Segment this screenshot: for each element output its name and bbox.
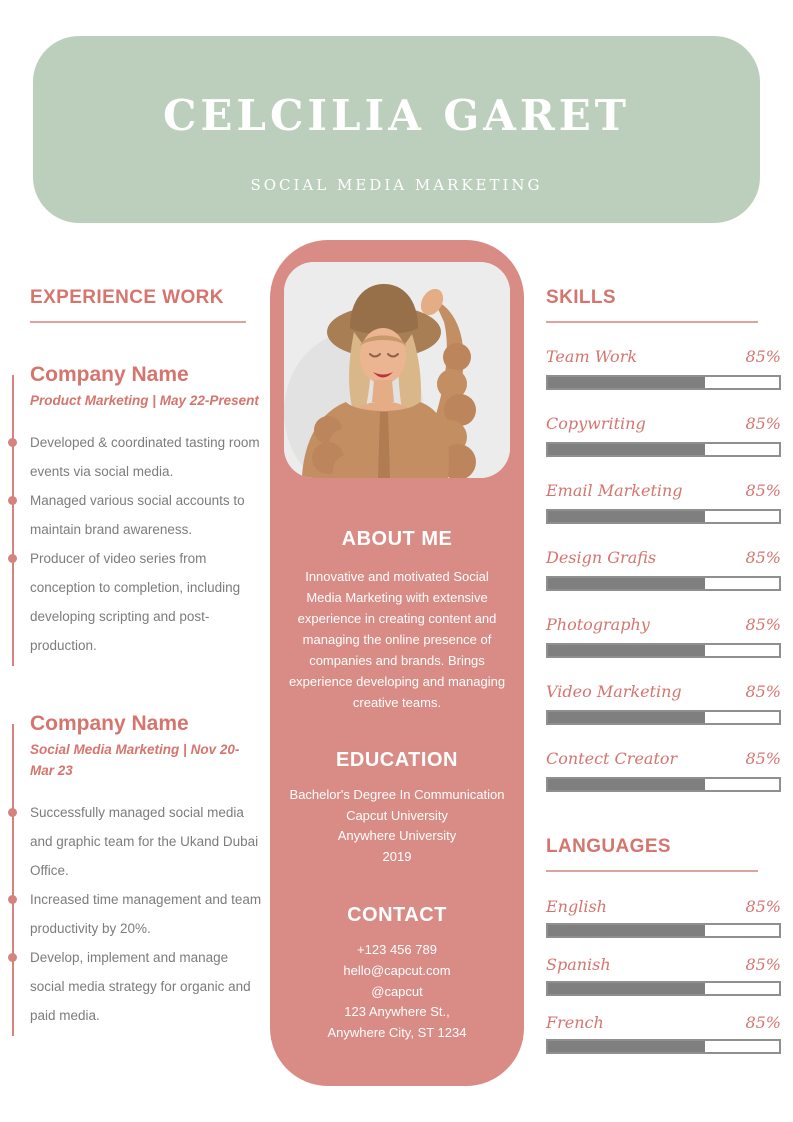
language-label: English bbox=[546, 897, 607, 916]
contact-email: hello@capcut.com bbox=[343, 962, 451, 978]
skill-percent: 85% bbox=[745, 347, 781, 366]
header-banner bbox=[33, 36, 760, 223]
education-line: 2019 bbox=[382, 848, 412, 864]
contact-address-line1: 123 Anywhere St., bbox=[344, 1004, 450, 1020]
skill-bar bbox=[546, 375, 781, 390]
education-lines bbox=[270, 785, 524, 867]
about-text: Innovative and motivated Social Media Marketing with extensive experience in creating content and managing the online presence of companies and brands. Brings experience developing and managing creative teams. bbox=[288, 569, 506, 711]
job-entry bbox=[30, 712, 263, 1030]
language-label: Spanish bbox=[546, 955, 611, 974]
skill-item bbox=[546, 481, 781, 524]
education-line: Capcut University bbox=[346, 807, 448, 823]
skill-label: Email Marketing bbox=[546, 481, 683, 500]
language-percent: 85% bbox=[745, 955, 781, 974]
skill-label: Contect Creator bbox=[546, 749, 678, 768]
skill-label: Design Grafis bbox=[546, 548, 657, 567]
skill-label: Photography bbox=[546, 615, 650, 634]
language-bar-fill bbox=[548, 983, 705, 994]
skill-percent: 85% bbox=[745, 749, 781, 768]
job-meta: Social Media Marketing | Nov 20-Mar 23 bbox=[30, 741, 240, 778]
skill-bar bbox=[546, 442, 781, 457]
skill-bar bbox=[546, 643, 781, 658]
skill-bar-fill bbox=[548, 377, 705, 388]
portrait-illustration bbox=[284, 262, 510, 478]
contact-handle: @capcut bbox=[371, 983, 423, 999]
skill-bar-fill bbox=[548, 645, 705, 656]
job-bullets bbox=[30, 428, 263, 660]
languages-divider bbox=[546, 870, 758, 872]
job-meta: Product Marketing | May 22-Present bbox=[30, 393, 259, 408]
language-bar bbox=[546, 981, 781, 996]
language-item bbox=[546, 897, 781, 938]
skill-percent: 85% bbox=[745, 414, 781, 433]
languages-section bbox=[546, 836, 781, 1054]
skill-label: Video Marketing bbox=[546, 682, 682, 701]
language-percent: 85% bbox=[745, 1013, 781, 1032]
job-bullet: Successfully managed social media and graphic team for the Ukand Dubai Office. bbox=[30, 798, 263, 885]
education-heading: EDUCATION bbox=[336, 749, 458, 772]
job-bullet: Managed various social accounts to maintain brand awareness. bbox=[30, 486, 263, 544]
skills-section bbox=[546, 287, 781, 1054]
skill-bar-fill bbox=[548, 444, 705, 455]
job-entry bbox=[30, 363, 263, 660]
skill-item bbox=[546, 749, 781, 792]
language-bar-fill bbox=[548, 925, 705, 936]
skill-bar bbox=[546, 576, 781, 591]
skill-bar-fill bbox=[548, 511, 705, 522]
job-bullets bbox=[30, 798, 263, 1030]
skill-bar-fill bbox=[548, 578, 705, 589]
skill-item bbox=[546, 548, 781, 591]
job-bullet: Developed & coordinated tasting room events via social media. bbox=[30, 428, 263, 486]
language-item bbox=[546, 955, 781, 996]
person-role: SOCIAL MEDIA MARKETING bbox=[250, 176, 543, 194]
skill-bar-fill bbox=[548, 779, 705, 790]
education-line: Bachelor's Degree In Communication bbox=[289, 787, 505, 803]
skill-percent: 85% bbox=[745, 682, 781, 701]
contact-address-line2: Anywhere City, ST 1234 bbox=[327, 1024, 467, 1040]
language-bar-fill bbox=[548, 1041, 705, 1052]
skills-divider bbox=[546, 321, 758, 323]
about-heading: ABOUT ME bbox=[341, 528, 453, 550]
skill-label: Copywriting bbox=[546, 414, 646, 433]
skill-percent: 85% bbox=[745, 481, 781, 500]
language-percent: 85% bbox=[745, 897, 781, 916]
contact-lines bbox=[270, 940, 524, 1043]
skill-percent: 85% bbox=[745, 548, 781, 567]
job-company: Company Name bbox=[30, 363, 189, 386]
job-bullet: Producer of video series from conception to completion, including developing scripting and post-production. bbox=[30, 544, 263, 660]
contact-heading: CONTACT bbox=[347, 904, 447, 927]
education-line: Anywhere University bbox=[337, 828, 457, 844]
contact-phone: +123 456 789 bbox=[357, 942, 437, 958]
skill-item bbox=[546, 414, 781, 457]
experience-heading: EXPERIENCE WORK bbox=[30, 287, 224, 308]
job-bullet: Increased time management and team productivity by 20%. bbox=[30, 885, 263, 943]
language-bar bbox=[546, 923, 781, 938]
skill-percent: 85% bbox=[745, 615, 781, 634]
skill-label: Team Work bbox=[546, 347, 638, 366]
skill-item bbox=[546, 682, 781, 725]
experience-divider bbox=[30, 321, 246, 323]
language-label: French bbox=[546, 1013, 604, 1032]
language-bar bbox=[546, 1039, 781, 1054]
skill-item bbox=[546, 347, 781, 390]
center-panel bbox=[270, 240, 524, 1086]
experience-section bbox=[30, 287, 263, 1030]
skill-bar bbox=[546, 777, 781, 792]
language-item bbox=[546, 1013, 781, 1054]
job-company: Company Name bbox=[30, 711, 189, 735]
skill-bar-fill bbox=[548, 712, 705, 723]
skill-item bbox=[546, 615, 781, 658]
languages-heading: LANGUAGES bbox=[546, 836, 671, 857]
skill-bar bbox=[546, 710, 781, 725]
job-bullet: Develop, implement and manage social media strategy for organic and paid media. bbox=[30, 943, 263, 1030]
skill-bar bbox=[546, 509, 781, 524]
person-name: CELCILIA GARET bbox=[162, 91, 631, 140]
skills-heading: SKILLS bbox=[546, 287, 616, 308]
profile-photo bbox=[284, 262, 510, 478]
